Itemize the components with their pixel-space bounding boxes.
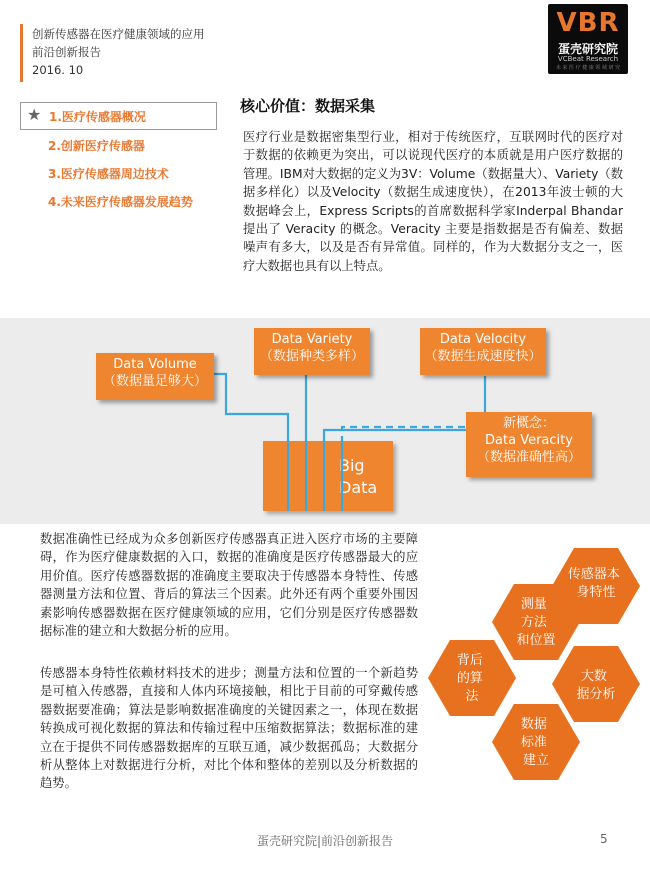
- factors-paragraph: 传感器本身特性依赖材料技术的进步；测量方法和位置的一个新趋势是可植入传感器，直接和人体内环境接触，相比于目前的可穿戴传感器数据要准确；算法是影响数据准确度的关键因素之一，体现在数据转换成可视化数据的算法和传输过程中压缩数据算法；数据标准的建立在于提供不同传感器数据库的互联互通，减少数据孤岛；大数据分析从整体上对数据进行分析，对比个体和整体的差别以及分析数据的趋势。: [40, 666, 418, 791]
- star-icon: ★: [27, 105, 42, 124]
- vbr-logo: [548, 4, 628, 74]
- nav-item-overview[interactable]: [20, 102, 217, 130]
- data-volume-title: Data Volume: [113, 357, 197, 372]
- hexagon-5-line3: 建立: [522, 753, 550, 768]
- data-variety-title: Data Variety: [271, 332, 353, 347]
- nav-item-future-trends[interactable]: 4.未来医疗传感器发展趋势: [48, 195, 193, 209]
- data-velocity-box: [420, 328, 546, 375]
- logo-name-cn: 蛋壳研究院: [557, 42, 618, 56]
- nav-item-peripheral-tech[interactable]: 3.医疗传感器周边技术: [48, 167, 169, 181]
- data-velocity-sub: （数据生成速度快）: [424, 349, 542, 364]
- report-title: 创新传感器在医疗健康领域的应用: [32, 27, 205, 41]
- nav-item-innovative-sensors[interactable]: 2.创新医疗传感器: [48, 139, 145, 153]
- logo-sub: 未 来 医 疗 健 康 领 域 研 究: [555, 65, 621, 71]
- data-veracity-box: [466, 412, 592, 477]
- report-date: 2016. 10: [32, 63, 84, 77]
- svg-text:测量 方法 和位置: [516, 597, 555, 648]
- hexagon-1-line1: 传感器本: [567, 567, 620, 582]
- data-veracity-prefix: 新概念：: [502, 416, 555, 431]
- hexagon-3-line3: 法: [465, 689, 479, 704]
- hexagon-1-line2: 身特性: [576, 585, 616, 600]
- hexagon-4-line2: 据分析: [576, 687, 616, 702]
- svg-text:数据 标准 建立: [521, 716, 551, 768]
- hexagon-cluster: [418, 540, 640, 802]
- section-title: 核心价值：数据采集: [240, 97, 376, 115]
- header-accent-bar: [20, 24, 23, 82]
- report-subtitle: 前沿创新报告: [32, 45, 101, 59]
- hexagon-2-line1: 测量: [520, 597, 547, 612]
- hexagon-3-line1: 背后: [456, 653, 483, 668]
- hexagon-2-line2: 方法: [520, 615, 547, 630]
- data-variety-box: [254, 328, 370, 375]
- hexagon-5-line2: 标准: [520, 735, 547, 750]
- data-variety-sub: （数据种类多样）: [259, 349, 364, 364]
- data-velocity-title: Data Velocity: [439, 332, 527, 347]
- big-data-line2: Data: [339, 478, 378, 497]
- footer-text: 蛋壳研究院|前沿创新报告: [256, 834, 394, 848]
- nav-item-label: 1.医疗传感器概况: [49, 110, 146, 124]
- data-veracity-sub: （数据准确性高）: [476, 450, 581, 465]
- accuracy-paragraph: 数据准确性已经成为众多创新医疗传感器真正进入医疗市场的主要障碍，作为医疗健康数据的入口，数据的准确度是医疗传感器最大的应用价值。医疗传感器数据的准确度主要取决于传感器本身特性、传感器测量方法和位置、背后的算法三个因素。此外还有两个重要外围因素影响传感器数据在医疗健康领域的应用，它们分别是医疗传感器数据标准的建立和大数据分析的应用。: [40, 532, 418, 639]
- hexagon-big-data: [552, 646, 640, 722]
- hexagon-3-line2: 的算: [456, 671, 483, 686]
- logo-name-en: VCBeat Research: [557, 55, 619, 63]
- hexagon-5-line1: 数据: [520, 717, 547, 732]
- hexagon-2-line3: 和位置: [516, 633, 556, 648]
- big-data-line1: Big: [339, 456, 365, 475]
- data-volume-box: [96, 353, 214, 400]
- data-volume-sub: （数据量足够大）: [102, 374, 207, 389]
- data-veracity-title: Data Veracity: [485, 433, 573, 448]
- intro-paragraph: 医疗行业是数据密集型行业，相对于传统医疗，互联网时代的医疗对于数据的依赖更为突出，可以说现代医疗的本质就是用户医疗数据的管理。IBM对大数据的定义为3V：Volume（数据量大）、Variety（数据多样化）以及Velocity（数据生成速度快），在2013年波士顿的大数据峰会上，Express Scripts的首席数据科学家Inderpal Bhandar 提出了 Veracity 的概念。Veracity 主要是指数据是否有偏差、数据噪声有多大，以及是否有异常值。同样的，作为大数据分支之一，医疗大数据也具有以上特点。: [243, 130, 623, 273]
- logo-mark: VBR: [556, 8, 620, 38]
- page-number: 5: [600, 832, 608, 846]
- hexagon-4-line1: 大数: [580, 669, 607, 684]
